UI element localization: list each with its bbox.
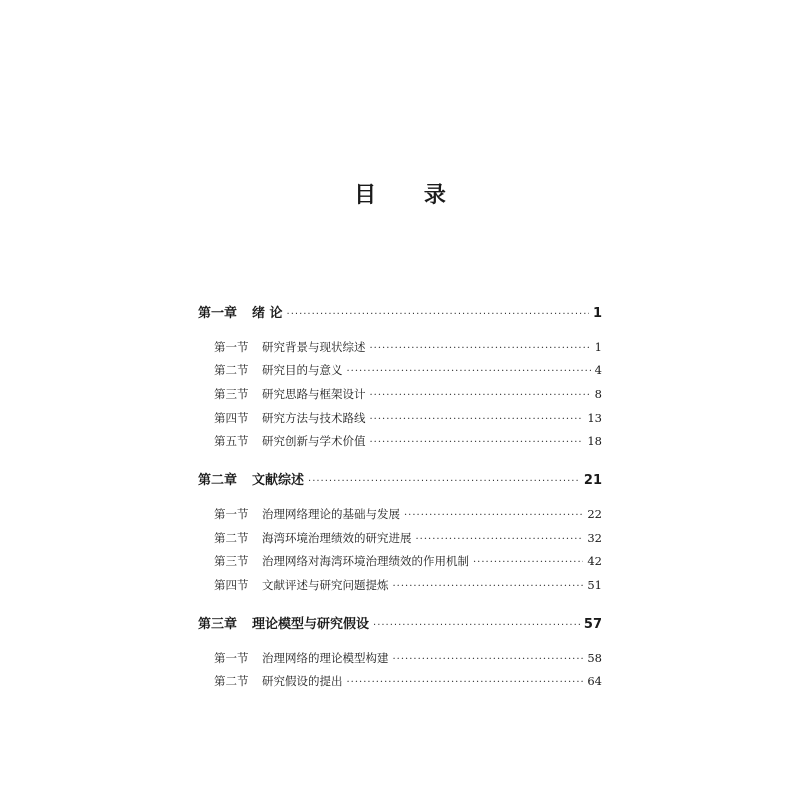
dot-leader (287, 309, 589, 320)
dot-leader (347, 366, 591, 377)
section-title: 研究目的与意义 (262, 363, 343, 377)
toc-section[interactable] (214, 410, 602, 426)
section-page-number: 13 (587, 411, 602, 425)
chapter-number: 第一章 (198, 306, 238, 321)
chapter-title: 理论模型与研究假设 (252, 617, 370, 632)
toc-section[interactable] (214, 577, 602, 593)
dot-leader (416, 534, 584, 545)
dot-leader (393, 581, 584, 592)
page-title: 目 录 (354, 183, 466, 208)
section-title: 研究方法与技术路线 (262, 411, 366, 425)
section-number: 第四节 (214, 411, 249, 425)
section-title: 研究思路与框架设计 (262, 387, 366, 401)
chapter-number: 第三章 (198, 617, 238, 632)
section-number: 第一节 (214, 340, 249, 354)
section-title: 研究假设的提出 (262, 674, 343, 688)
dot-leader (370, 414, 584, 425)
toc-section[interactable] (214, 362, 602, 378)
section-number: 第一节 (214, 651, 249, 665)
section-page-number: 1 (594, 340, 602, 354)
section-page-number: 32 (587, 531, 602, 545)
chapter-title: 绪 论 (252, 306, 283, 321)
toc-section[interactable] (214, 506, 602, 522)
chapter-title: 文献综述 (252, 473, 305, 488)
toc-section[interactable] (214, 339, 602, 355)
section-number: 第二节 (214, 531, 249, 545)
section-page-number: 22 (587, 507, 602, 521)
section-page-number: 42 (587, 554, 602, 568)
section-number: 第五节 (214, 434, 249, 448)
dot-leader (370, 437, 584, 448)
section-number: 第三节 (214, 554, 249, 568)
toc-section[interactable] (214, 673, 602, 689)
section-number: 第二节 (214, 674, 249, 688)
dot-leader (473, 557, 583, 568)
chapter-number: 第二章 (198, 473, 238, 488)
dot-leader (347, 677, 584, 688)
toc-chapter-3[interactable] (198, 613, 602, 632)
section-page-number: 4 (594, 363, 602, 377)
dot-leader (308, 476, 580, 487)
section-title: 研究背景与现状综述 (262, 340, 366, 354)
dot-leader (404, 510, 583, 521)
toc-chapter-1[interactable] (198, 302, 602, 321)
section-title: 文献评述与研究问题提炼 (262, 578, 389, 592)
dot-leader (370, 390, 591, 401)
section-number: 第一节 (214, 507, 249, 521)
dot-leader (393, 654, 584, 665)
toc-section[interactable] (214, 650, 602, 666)
section-page-number: 8 (594, 387, 602, 401)
dot-leader (370, 343, 591, 354)
toc-section[interactable] (214, 433, 602, 449)
section-title: 治理网络对海湾环境治理绩效的作用机制 (262, 554, 469, 568)
dot-leader (373, 620, 580, 631)
chapter-page-number: 57 (583, 617, 602, 632)
section-page-number: 18 (587, 434, 602, 448)
section-title: 研究创新与学术价值 (262, 434, 366, 448)
section-page-number: 51 (587, 578, 602, 592)
section-title: 海湾环境治理绩效的研究进展 (262, 531, 412, 545)
section-number: 第二节 (214, 363, 249, 377)
toc-section[interactable] (214, 553, 602, 569)
toc-section[interactable] (214, 530, 602, 546)
chapter-page-number: 21 (583, 473, 602, 488)
section-title: 治理网络理论的基础与发展 (262, 507, 400, 521)
section-number: 第三节 (214, 387, 249, 401)
toc-section[interactable] (214, 386, 602, 402)
section-page-number: 58 (587, 651, 602, 665)
section-page-number: 64 (587, 674, 602, 688)
section-title: 治理网络的理论模型构建 (262, 651, 389, 665)
toc-chapter-2[interactable] (198, 469, 602, 488)
section-number: 第四节 (214, 578, 249, 592)
chapter-page-number: 1 (592, 306, 602, 321)
